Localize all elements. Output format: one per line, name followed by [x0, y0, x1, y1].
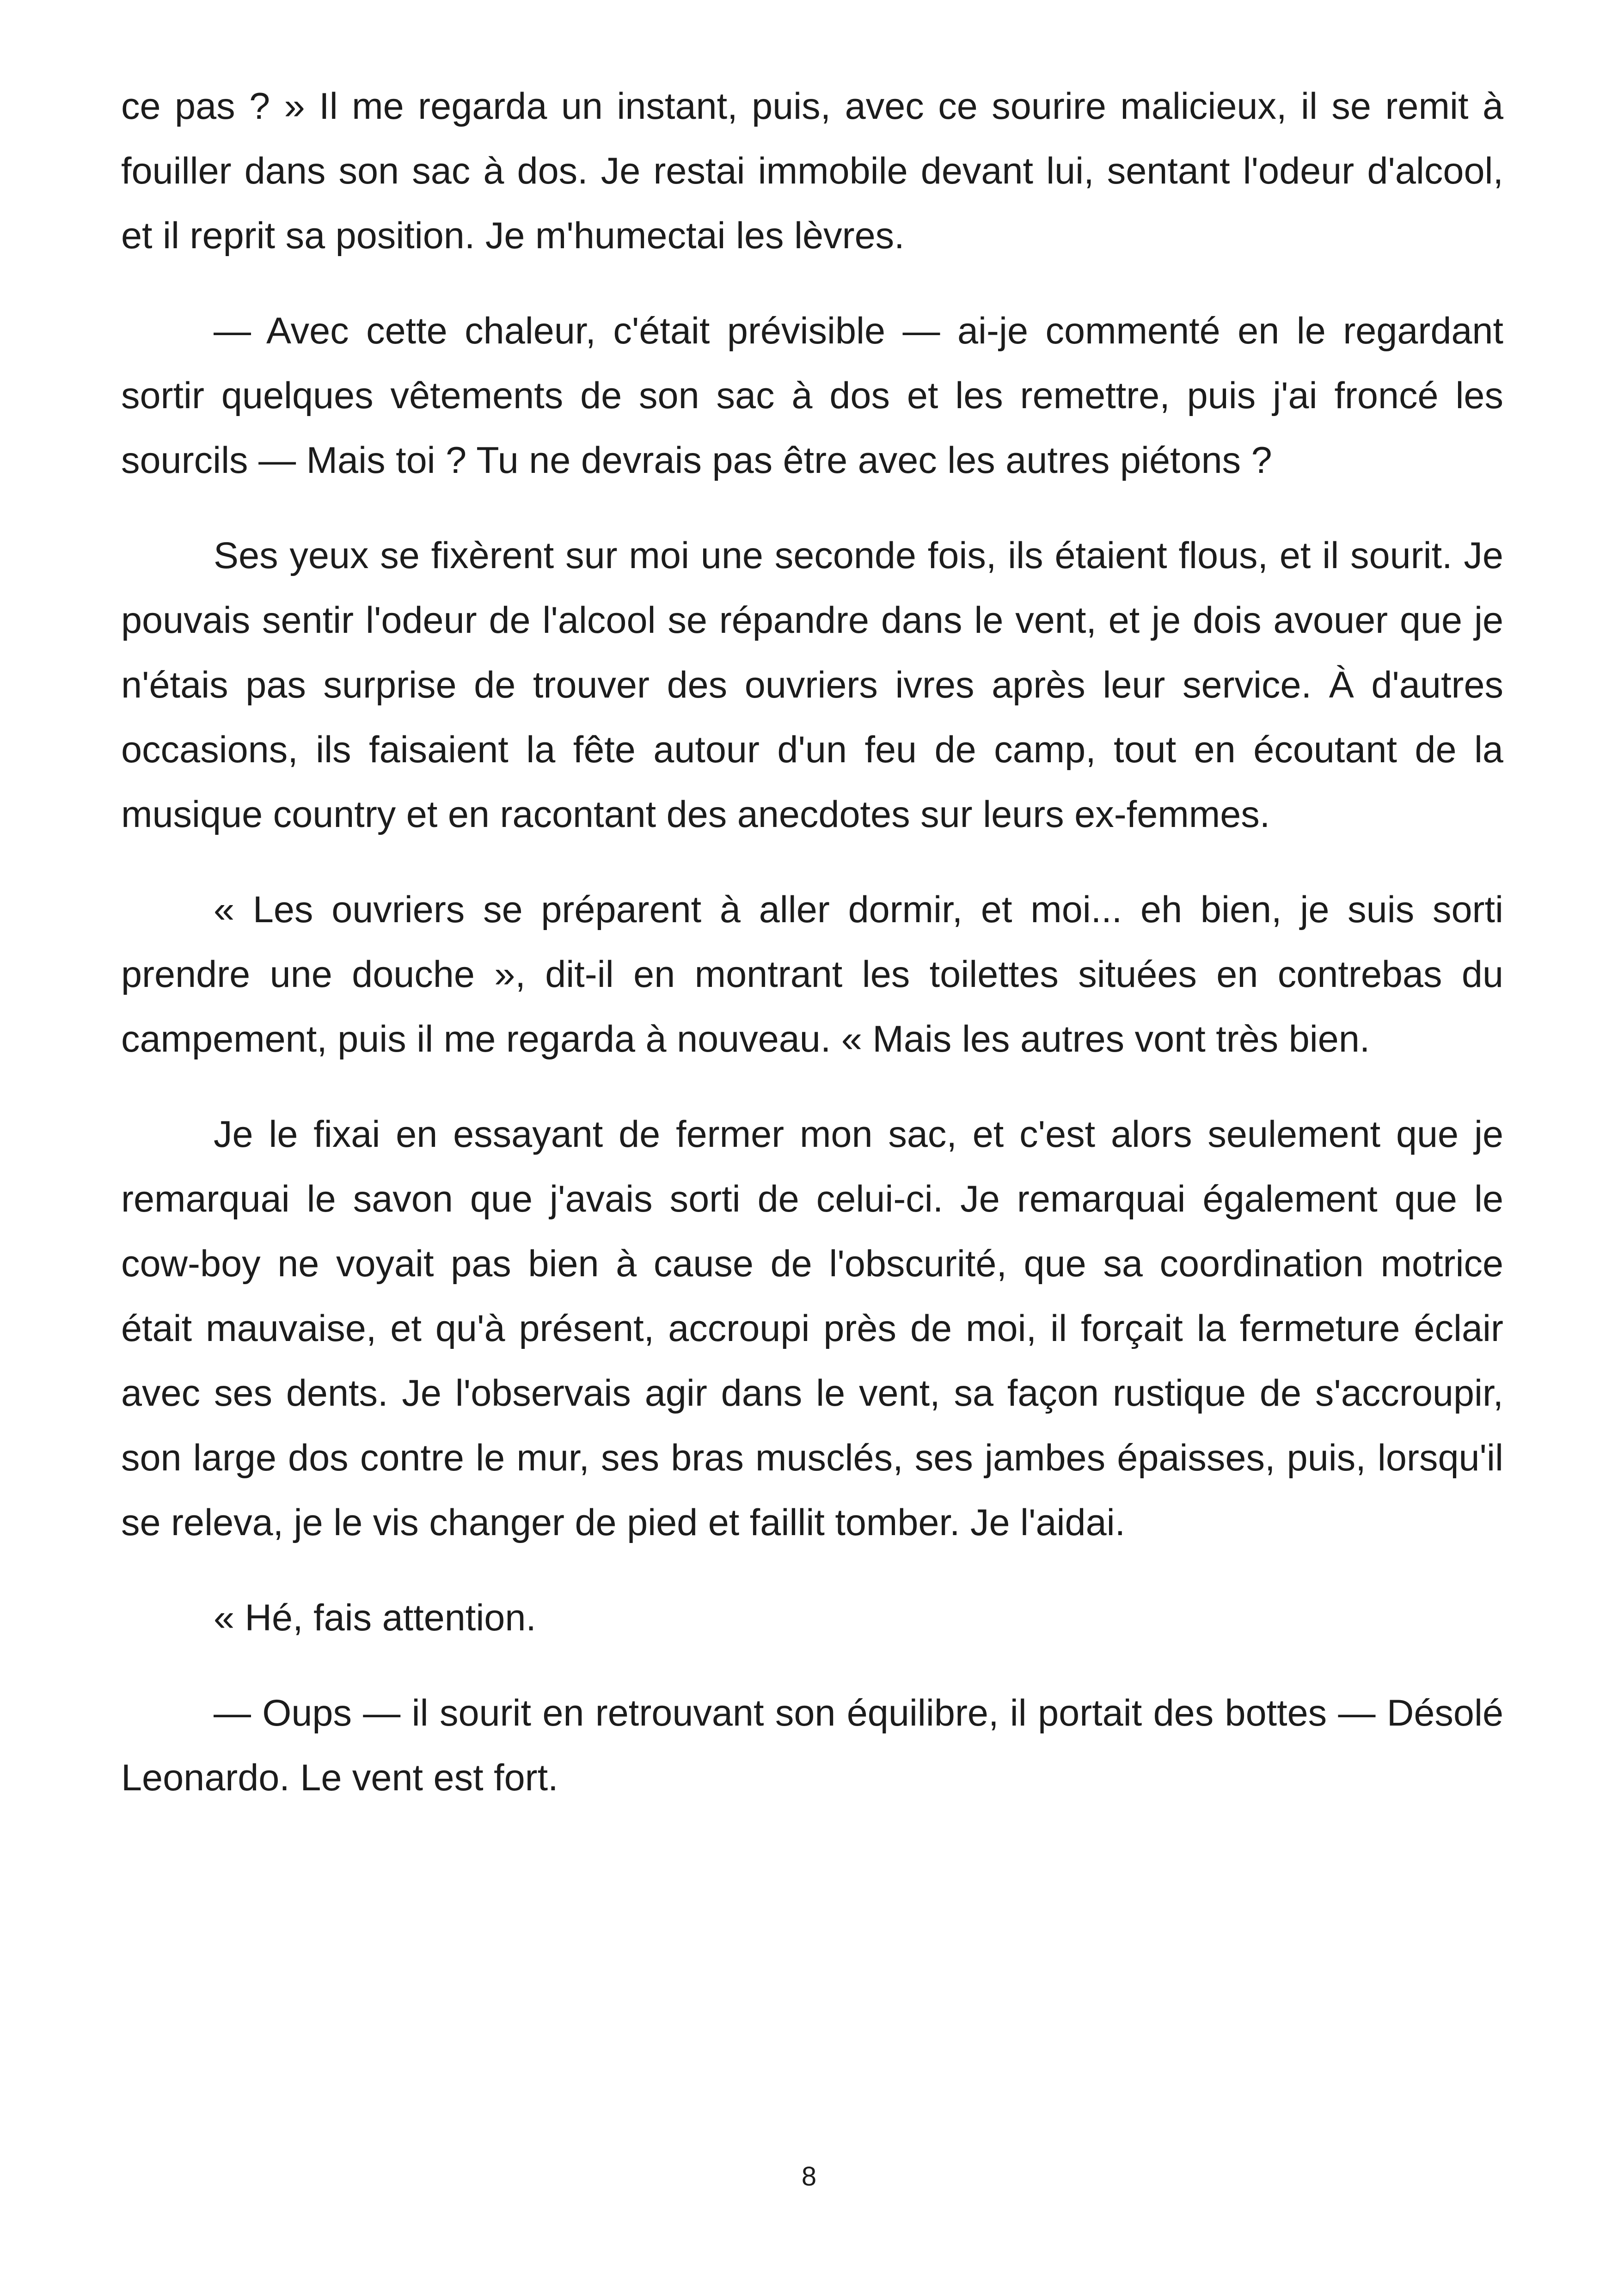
paragraph-4: « Les ouvriers se préparent à aller dormir, et moi... eh bien, je suis sorti prendre une douche », dit-il en montrant les toilettes situées en contrebas du campement, puis il me regarda à nouveau. « Mais les autres vont très bien.: [121, 889, 1503, 1060]
paragraph-6: « Hé, fais attention.: [214, 1597, 536, 1639]
paragraph-3: Ses yeux se fixèrent sur moi une seconde fois, ils étaient flous, et il sourit. Je pouvais sentir l'odeur de l'alcool se répandre dans le vent, et je dois avouer que je n'étais pas surprise de trouver des ouvriers ivres après leur service. À d'autres occasions, ils faisaient la fête autour d'un feu de camp, tout en écoutant de la musique country et en racontant des anecdotes sur leurs ex-femmes.: [121, 535, 1503, 835]
paragraph-2: — Avec cette chaleur, c'était prévisible — ai-je commenté en le regardant sortir quelques vêtements de son sac à dos et les remettre, puis j'ai froncé les sourcils — Mais toi ? Tu ne devrais pas être avec les autres piétons ?: [121, 310, 1503, 481]
page-number: 8: [801, 2161, 817, 2192]
paragraph-1: ce pas ? » Il me regarda un instant, puis, avec ce sourire malicieux, il se remit à fouiller dans son sac à dos. Je restai immobile devant lui, sentant l'odeur d'alcool, et il reprit sa position. Je m'humectai les lèvres.: [121, 86, 1503, 257]
paragraph-7: — Oups — il sourit en retrouvant son équilibre, il portait des bottes — Désolé Leonardo. Le vent est fort.: [121, 1692, 1503, 1799]
body-text: [121, 74, 1503, 1841]
paragraph-5: Je le fixai en essayant de fermer mon sac, et c'est alors seulement que je remarquai le savon que j'avais sorti de celui-ci. Je remarquai également que le cow-boy ne voyait pas bien à cause de l'obscurité, que sa coordination motrice était mauvaise, et qu'à présent, accroupi près de moi, il forçait la fermeture éclair avec ses dents. Je l'observais agir dans le vent, sa façon rustique de s'accroupir, son large dos contre le mur, ses bras musclés, ses jambes épaisses, puis, lorsqu'il se releva, je le vis changer de pied et faillit tomber. Je l'aidai.: [121, 1114, 1503, 1543]
